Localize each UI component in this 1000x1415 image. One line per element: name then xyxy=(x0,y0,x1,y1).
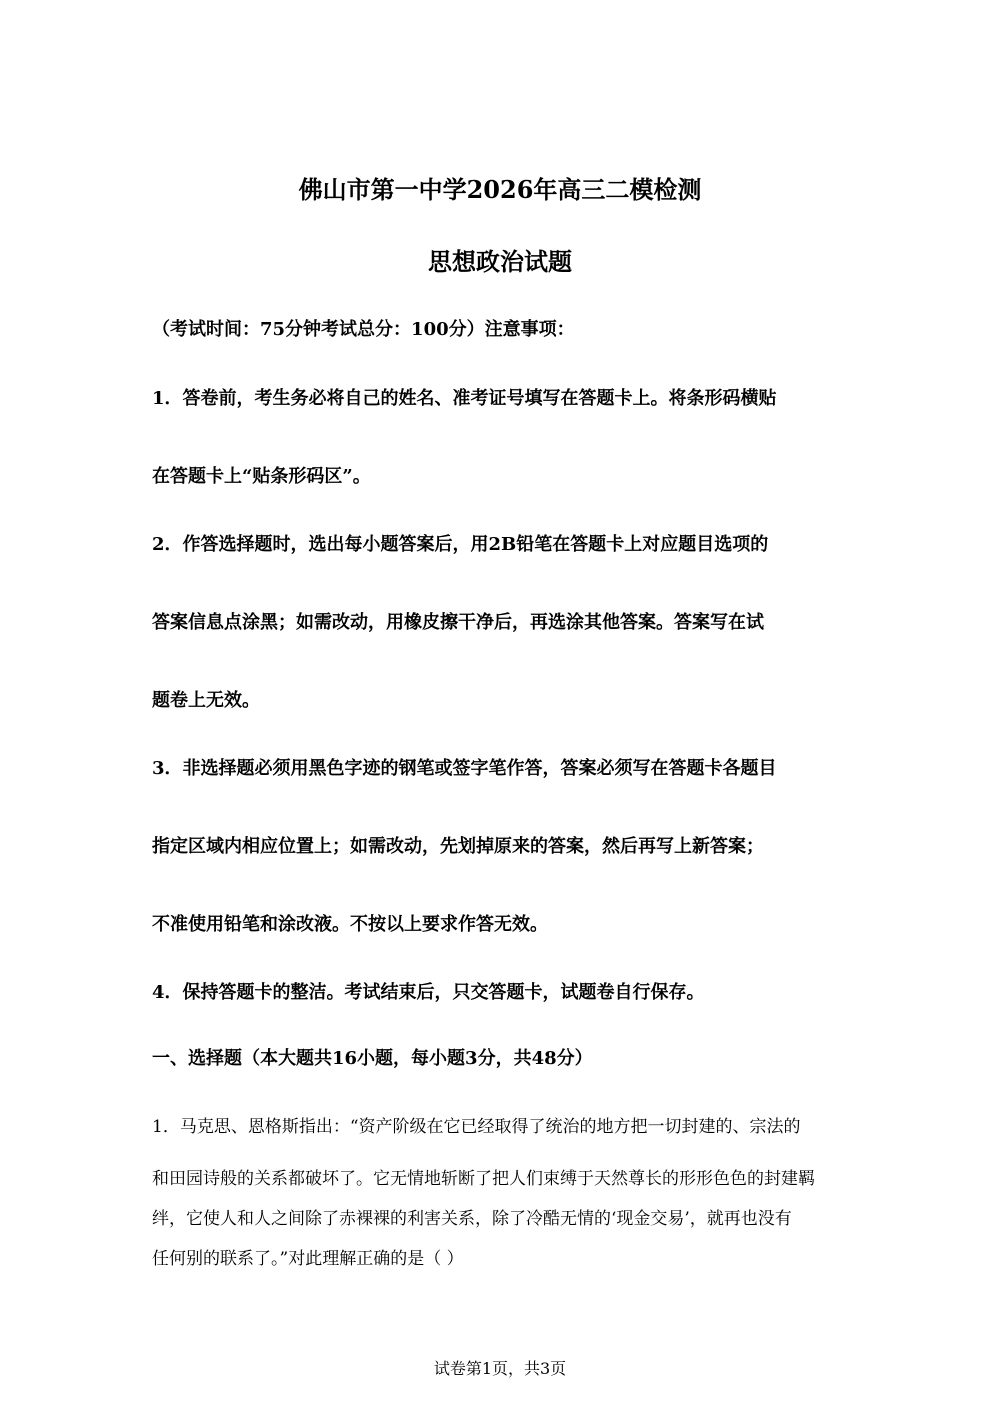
instruction-line: 1．答卷前，考生务必将自己的姓名、准考证号填写在答题卡上。将条形码横贴 xyxy=(152,388,777,409)
question-1-line: 1．马克思、恩格斯指出：“资产阶级在它已经取得了统治的地方把一切封建的、宗法的 xyxy=(152,1117,801,1137)
instruction-line: 指定区域内相应位置上；如需改动，先划掉原来的答案，然后再写上新答案； xyxy=(152,836,764,857)
exam-info: （考试时间：75分钟考试总分：100分）注意事项： xyxy=(152,319,575,340)
section-heading: 一、选择题（本大题共16小题，每小题3分，共48分） xyxy=(152,1048,593,1069)
document-subtitle: 思想政治试题 xyxy=(428,247,572,276)
instruction-line: 3．非选择题必须用黑色字迹的钢笔或签字笔作答，答案必须写在答题卡各题目 xyxy=(152,758,777,779)
question-1-line: 任何别的联系了。”对此理解正确的是（ ） xyxy=(152,1249,464,1269)
instruction-line: 答案信息点涂黑；如需改动，用橡皮擦干净后，再选涂其他答案。答案写在试 xyxy=(152,612,764,633)
instruction-line: 题卷上无效。 xyxy=(152,690,260,711)
document-title: 佛山市第一中学2026年高三二模检测 xyxy=(298,175,702,204)
instruction-line: 在答题卡上“贴条形码区”。 xyxy=(152,466,371,487)
instruction-line: 不准使用铅笔和涂改液。不按以上要求作答无效。 xyxy=(152,914,548,935)
question-1-line: 绊，它使人和人之间除了赤裸裸的利害关系，除了冷酷无情的‘现金交易’，就再也没有 xyxy=(152,1209,792,1229)
instruction-line: 2．作答选择题时，选出每小题答案后，用2B铅笔在答题卡上对应题目选项的 xyxy=(152,534,769,555)
page-footer: 试卷第1页，共3页 xyxy=(433,1359,567,1378)
instruction-line: 4．保持答题卡的整洁。考试结束后，只交答题卡，试题卷自行保存。 xyxy=(152,982,705,1003)
question-1-line: 和田园诗般的关系都破坏了。它无情地斩断了把人们束缚于天然尊长的形形色色的封建羁 xyxy=(152,1169,815,1189)
